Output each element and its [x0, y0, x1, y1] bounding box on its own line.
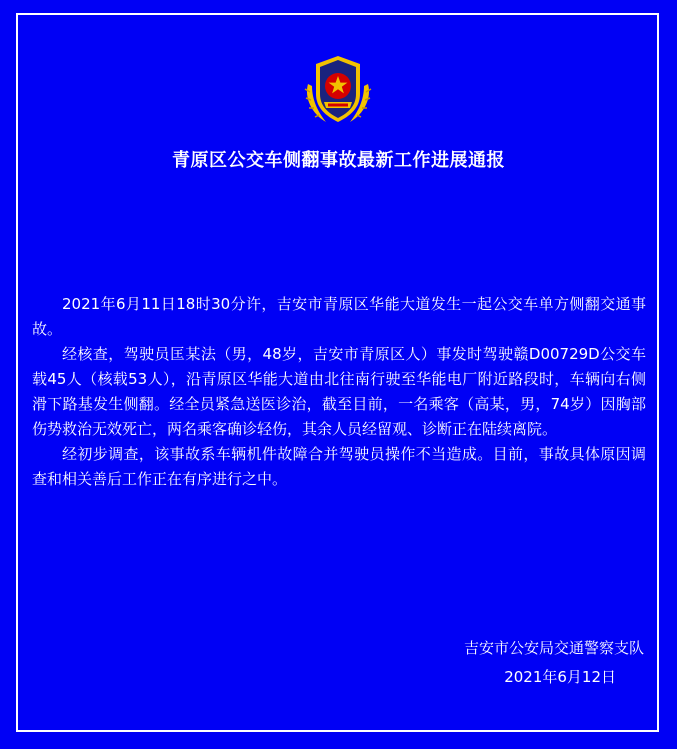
notice-title: 青原区公交车侧翻事故最新工作进展通报: [172, 150, 505, 171]
signature-block: [464, 634, 644, 692]
paragraph-accident-summary: 2021年6月11日18时30分许，吉安市青原区华能大道发生一起公交车单方侧翻交通事故。: [32, 295, 646, 338]
notice-body: [32, 292, 646, 492]
paragraph-investigation-status: 经初步调查，该事故系车辆机件故障合并驾驶员操作不当造成。目前，事故具体原因调查和相关善后工作正在有序进行之中。: [32, 445, 646, 488]
issuing-authority: 吉安市公安局交通警察支队: [463, 639, 644, 657]
issue-date: 2021年6月12日: [504, 668, 616, 686]
police-emblem-icon: [298, 50, 378, 130]
paragraph-verification-details: 经核查，驾驶员匡某法（男，48岁，吉安市青原区人）事发时驾驶赣D00729D公交车载45人（核载53人），沿青原区华能大道由北往南行驶至华能电厂附近路段时，车辆向右侧滑下路基发生侧翻。经全员紧急送医诊治，截至目前，一名乘客（高某，男，74岁）因胸部伤势救治无效死亡，两名乘客确诊轻伤，其余人员经留观、诊断正在陆续离院。: [32, 345, 646, 438]
